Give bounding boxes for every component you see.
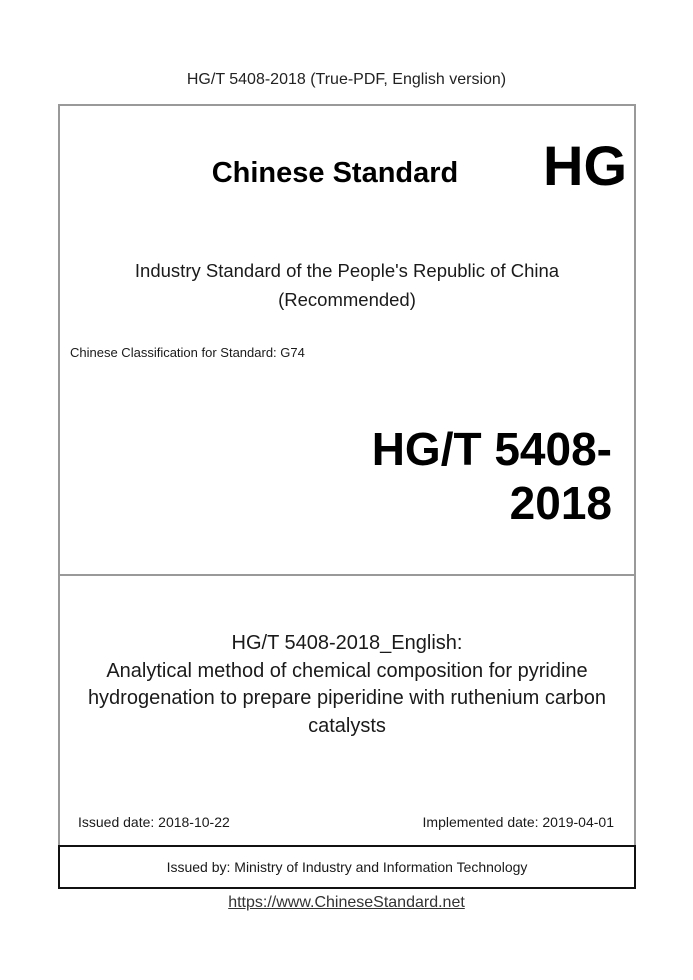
classification-label: Chinese Classification for Standard: G74 — [70, 345, 305, 360]
implemented-date: Implemented date: 2019-04-01 — [422, 814, 614, 830]
description-line-2: Analytical method of chemical composition for pyridine — [106, 659, 588, 682]
standard-description — [62, 630, 632, 740]
issuer-label: Issued by: Ministry of Industry and Information Technology — [166, 859, 528, 875]
issuer-box — [58, 845, 636, 889]
industry-line-1: Industry Standard of the People's Republic of China — [134, 260, 560, 281]
issued-date: Issued date: 2018-10-22 — [78, 814, 230, 830]
cover-title: Chinese Standard — [211, 157, 459, 189]
description-line-1: HG/T 5408-2018_English: — [231, 632, 463, 654]
description-line-4: catalysts — [308, 714, 386, 737]
cover-divider — [58, 574, 636, 576]
industry-heading — [58, 256, 636, 314]
description-line-3: hydrogenation to prepare piperidine with ruthenium carbon — [87, 687, 607, 709]
website-link[interactable]: https://www.ChineseStandard.net — [228, 894, 465, 911]
page-header: HG/T 5408-2018 (True-PDF, English version) — [186, 71, 507, 88]
standard-code: HG/T 5408-2018 — [371, 423, 612, 529]
standard-mark: HG — [543, 134, 627, 197]
industry-line-2: (Recommended) — [278, 289, 416, 310]
